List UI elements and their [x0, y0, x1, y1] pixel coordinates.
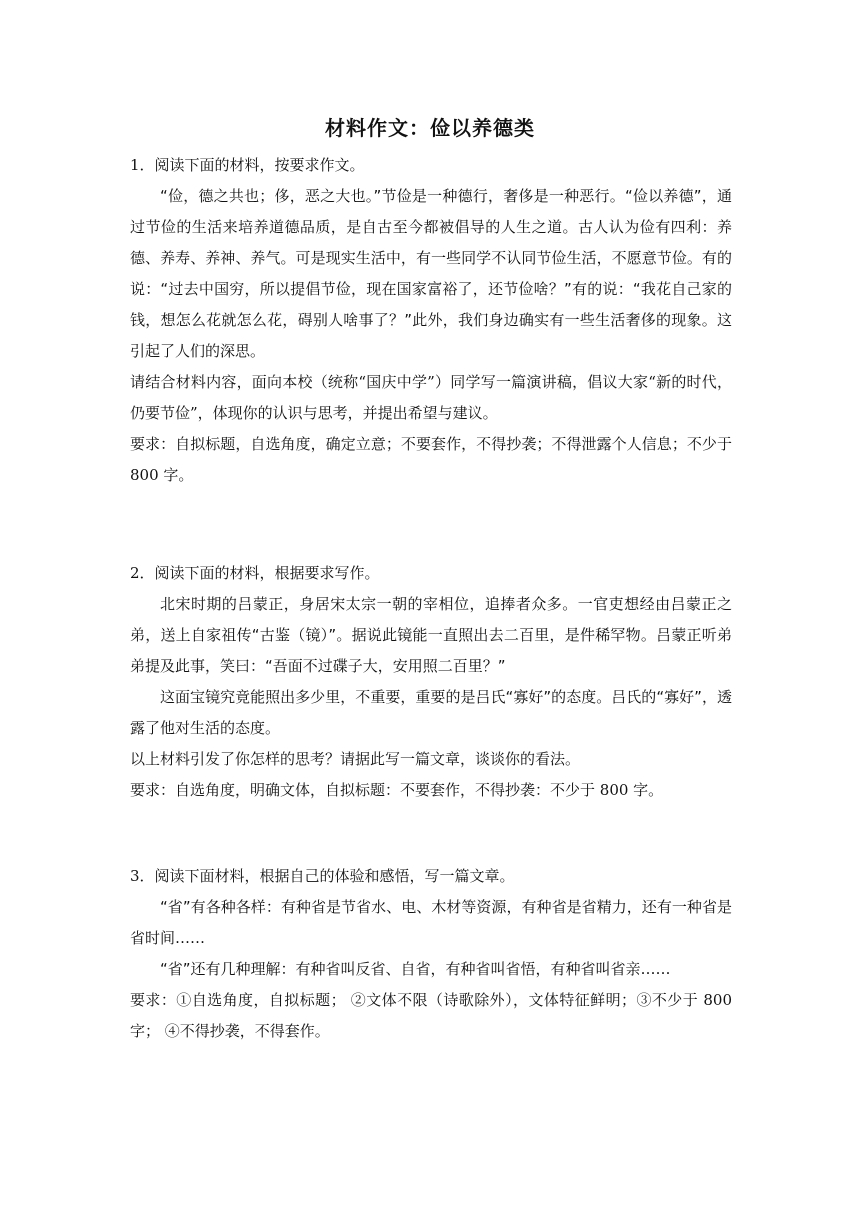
question-2-task: 以上材料引发了你怎样的思考？请据此写一篇文章，谈谈你的看法。: [130, 750, 581, 768]
question-3-heading: 3．阅读下面材料，根据自己的体验和感悟，写一篇文章。: [130, 867, 515, 885]
question-1-task: 请结合材料内容，面向本校（统称“国庆中学”）同学写一篇演讲稿，倡议大家“新的时代，仍要节俭”，体现你的认识与思考，并提出希望与建议。: [130, 373, 732, 422]
question-2-requirements: 要求：自选角度，明确文体，自拟标题：不要套作，不得抄袭：不少于 800 字。: [130, 781, 664, 799]
question-1-requirements: 要求：自拟标题，自选角度，确定立意；不要套作，不得抄袭；不得泄露个人信息；不少于 800 字。: [130, 435, 732, 484]
question-1-material: “俭，德之共也；侈，恶之大也。”节俭是一种德行，奢侈是一种恶行。“俭以养德”，通过节俭的生活来培养道德品质，是自古至今都被倡导的人生之道。古人认为俭有四利：养德、养寿、养神、养气。可是现实生活中，有一些同学不认同节俭生活，不愿意节俭。有的说：“过去中国穷，所以提倡节俭，现在国家富裕了，还节俭啥？”有的说：“我花自己家的钱，想怎么花就怎么花，碍别人啥事了？”此外，我们身边确实有一些生活奢侈的现象。这引起了人们的深思。: [130, 187, 732, 360]
question-3-material-1: “省”有各种各样：有种省是节省水、电、木材等资源，有种省是省精力，还有一种省是省时间……: [130, 898, 732, 947]
question-1: [130, 150, 732, 491]
question-3-requirements: 要求：①自选角度，自拟标题； ②文体不限（诗歌除外），文体特征鲜明；③不少于 800 字； ④不得抄袭，不得套作。: [130, 991, 732, 1040]
question-3-material-2: “省”还有几种理解：有种省叫反省、自省，有种省叫省悟，有种省叫省亲……: [160, 960, 671, 978]
document-title: 材料作文：俭以养德类: [325, 116, 535, 140]
question-2: [130, 558, 732, 806]
question-3: [130, 861, 732, 1047]
question-2-material-2: 这面宝镜究竟能照出多少里，不重要，重要的是吕氏“寡好”的态度。吕氏的“寡好”，透露了他对生活的态度。: [130, 688, 732, 737]
question-2-heading: 2．阅读下面的材料，根据要求写作。: [130, 564, 380, 582]
question-1-heading: 1．阅读下面的材料，按要求作文。: [130, 156, 365, 174]
question-2-material-1: 北宋时期的吕蒙正，身居宋太宗一朝的宰相位，追捧者众多。一官吏想经由吕蒙正之弟，送上自家祖传“古鉴（镜）”。据说此镜能一直照出去二百里，是件稀罕物。吕蒙正听弟弟提及此事，笑曰：“吾面不过碟子大，安用照二百里？”: [130, 595, 732, 675]
